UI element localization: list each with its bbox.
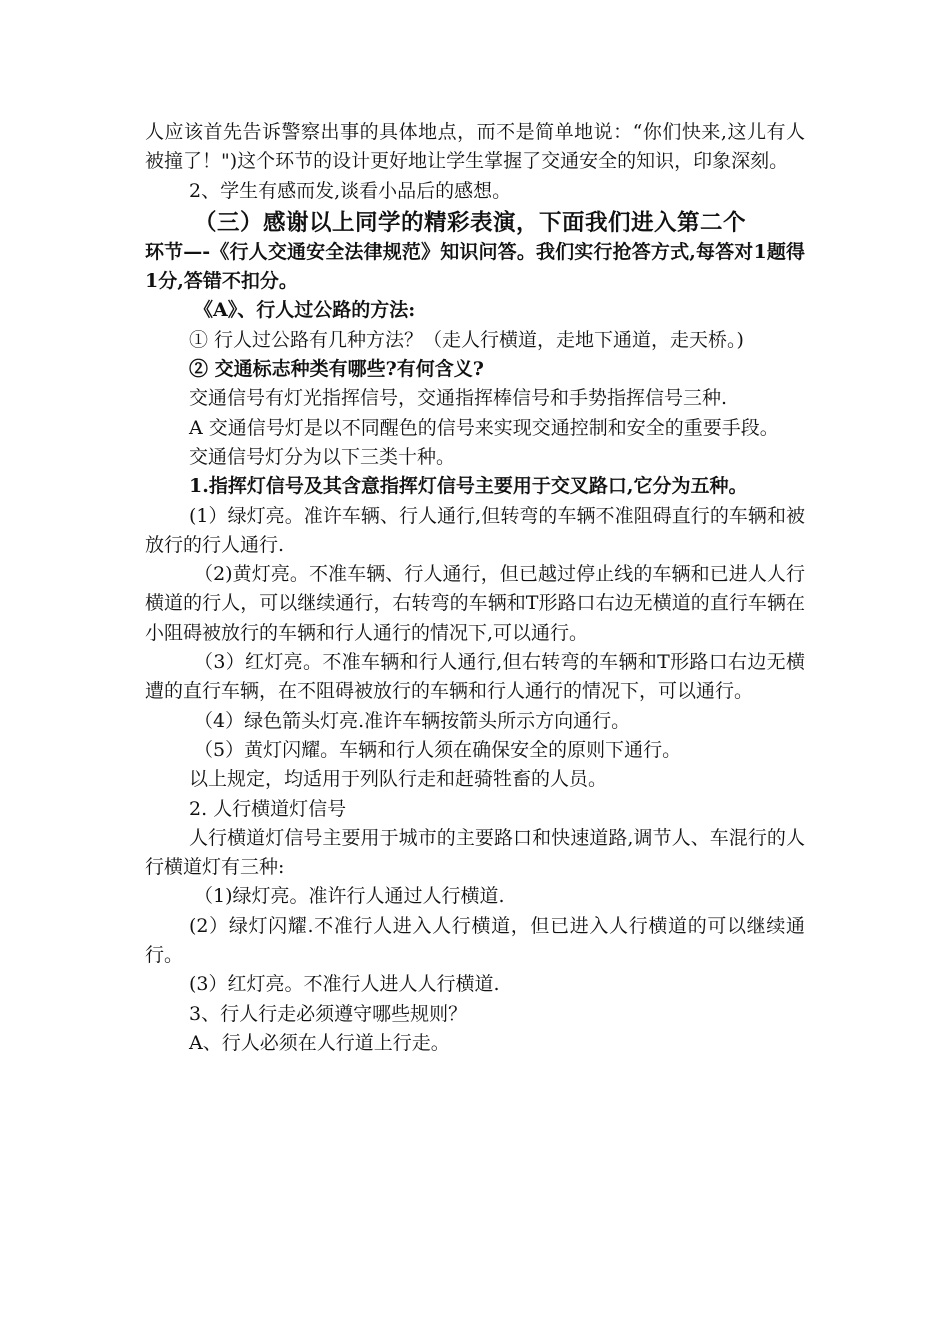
paragraph-walking-rules: 3、行人行走必须遵守哪些规则？ bbox=[189, 1002, 468, 1025]
paragraph-section-three-heading: （三）感谢以上同学的精彩表演，下面我们进入第二个 bbox=[194, 209, 747, 236]
paragraph-crosswalk-heading: 2. 人行横道灯信号 bbox=[189, 797, 347, 820]
paragraph-crosswalk-red: (3）红灯亮。不准行人进人人行横道. bbox=[189, 973, 500, 996]
paragraph-2: 2、学生有感而发,谈看小品后的感想。 bbox=[189, 179, 512, 202]
paragraph-crosswalk-body: 人行横道灯信号主要用于城市的主要路口和快速道路,调节人、车混行的人行横道灯有三种: bbox=[145, 826, 805, 879]
paragraph-question-1: ① 行人过公路有几种方法？（走人行横道，走地下通道，走天桥。) bbox=[189, 328, 744, 351]
paragraph-command-lights: 1.指挥灯信号及其含意指挥灯信号主要用于交叉路口,它分为五种。 bbox=[189, 475, 748, 498]
paragraph-green-arrow: （4）绿色箭头灯亮.准许车辆按箭头所示方向通行。 bbox=[194, 709, 631, 732]
paragraph-signal-types: 交通信号有灯光指挥信号，交通指挥棒信号和手势指挥信号三种. bbox=[189, 387, 728, 410]
document-page bbox=[145, 118, 805, 1058]
paragraph-question-2: ② 交通标志种类有哪些?有何含义? bbox=[189, 358, 484, 381]
paragraph-red-light: （3）红灯亮。不准车辆和行人通行,但右转弯的车辆和T形路口右边无横遭的直行车辆，在不阻碍被放行的车辆和行人通行的情况下，可以通行。 bbox=[145, 651, 805, 703]
paragraph-section-a-heading: 《A》、行人过公路的方法: bbox=[194, 299, 416, 322]
paragraph-yellow-flash: （5）黄灯闪耀。车辆和行人须在确保安全的原则下通行。 bbox=[194, 738, 682, 761]
paragraph-rules-apply: 以上规定，均适用于列队行走和赶骑牲畜的人员。 bbox=[189, 768, 608, 791]
paragraph-green-light: (1）绿灯亮。准许车辆、行人通行,但转弯的车辆不准阻碍直行的车辆和被放行的行人通行. bbox=[145, 504, 805, 556]
paragraph-signal-classes: 交通信号灯分为以下三类十种。 bbox=[189, 445, 456, 468]
paragraph-signal-lights: A 交通信号灯是以不同醒色的信号来实现交通控制和安全的重要手段。 bbox=[189, 416, 779, 439]
paragraph-section-three-body: 环节—-《行人交通安全法律规范》知识问答。我们实行抢答方式,每答对1题得1分,答错不扣分。 bbox=[145, 240, 805, 293]
paragraph-crosswalk-green-flash: (2）绿灯闪耀.不准行人进入人行横道，但已进入人行横道的可以继续通行。 bbox=[145, 914, 805, 967]
paragraph-crosswalk-green: （1)绿灯亮。准许行人通过人行横道. bbox=[194, 885, 505, 908]
paragraph-rule-a: A、行人必须在人行道上行走。 bbox=[189, 1031, 450, 1054]
paragraph-yellow-light: （2)黄灯亮。不准车辆、行人通行，但已越过停止线的车辆和已进人人行横道的行人，可以继续通行，右转弯的车辆和T形路口右边无横道的直行车辆在小阻碍被放行的车辆和行人通行的情况下,可以通行。 bbox=[145, 563, 805, 644]
paragraph-1: 人应该首先告诉警察出事的具体地点，而不是简单地说：“你们快来,这儿有人被撞了！")这个环节的设计更好地让学生掌握了交通安全的知识，印象深刻。 bbox=[145, 121, 805, 173]
